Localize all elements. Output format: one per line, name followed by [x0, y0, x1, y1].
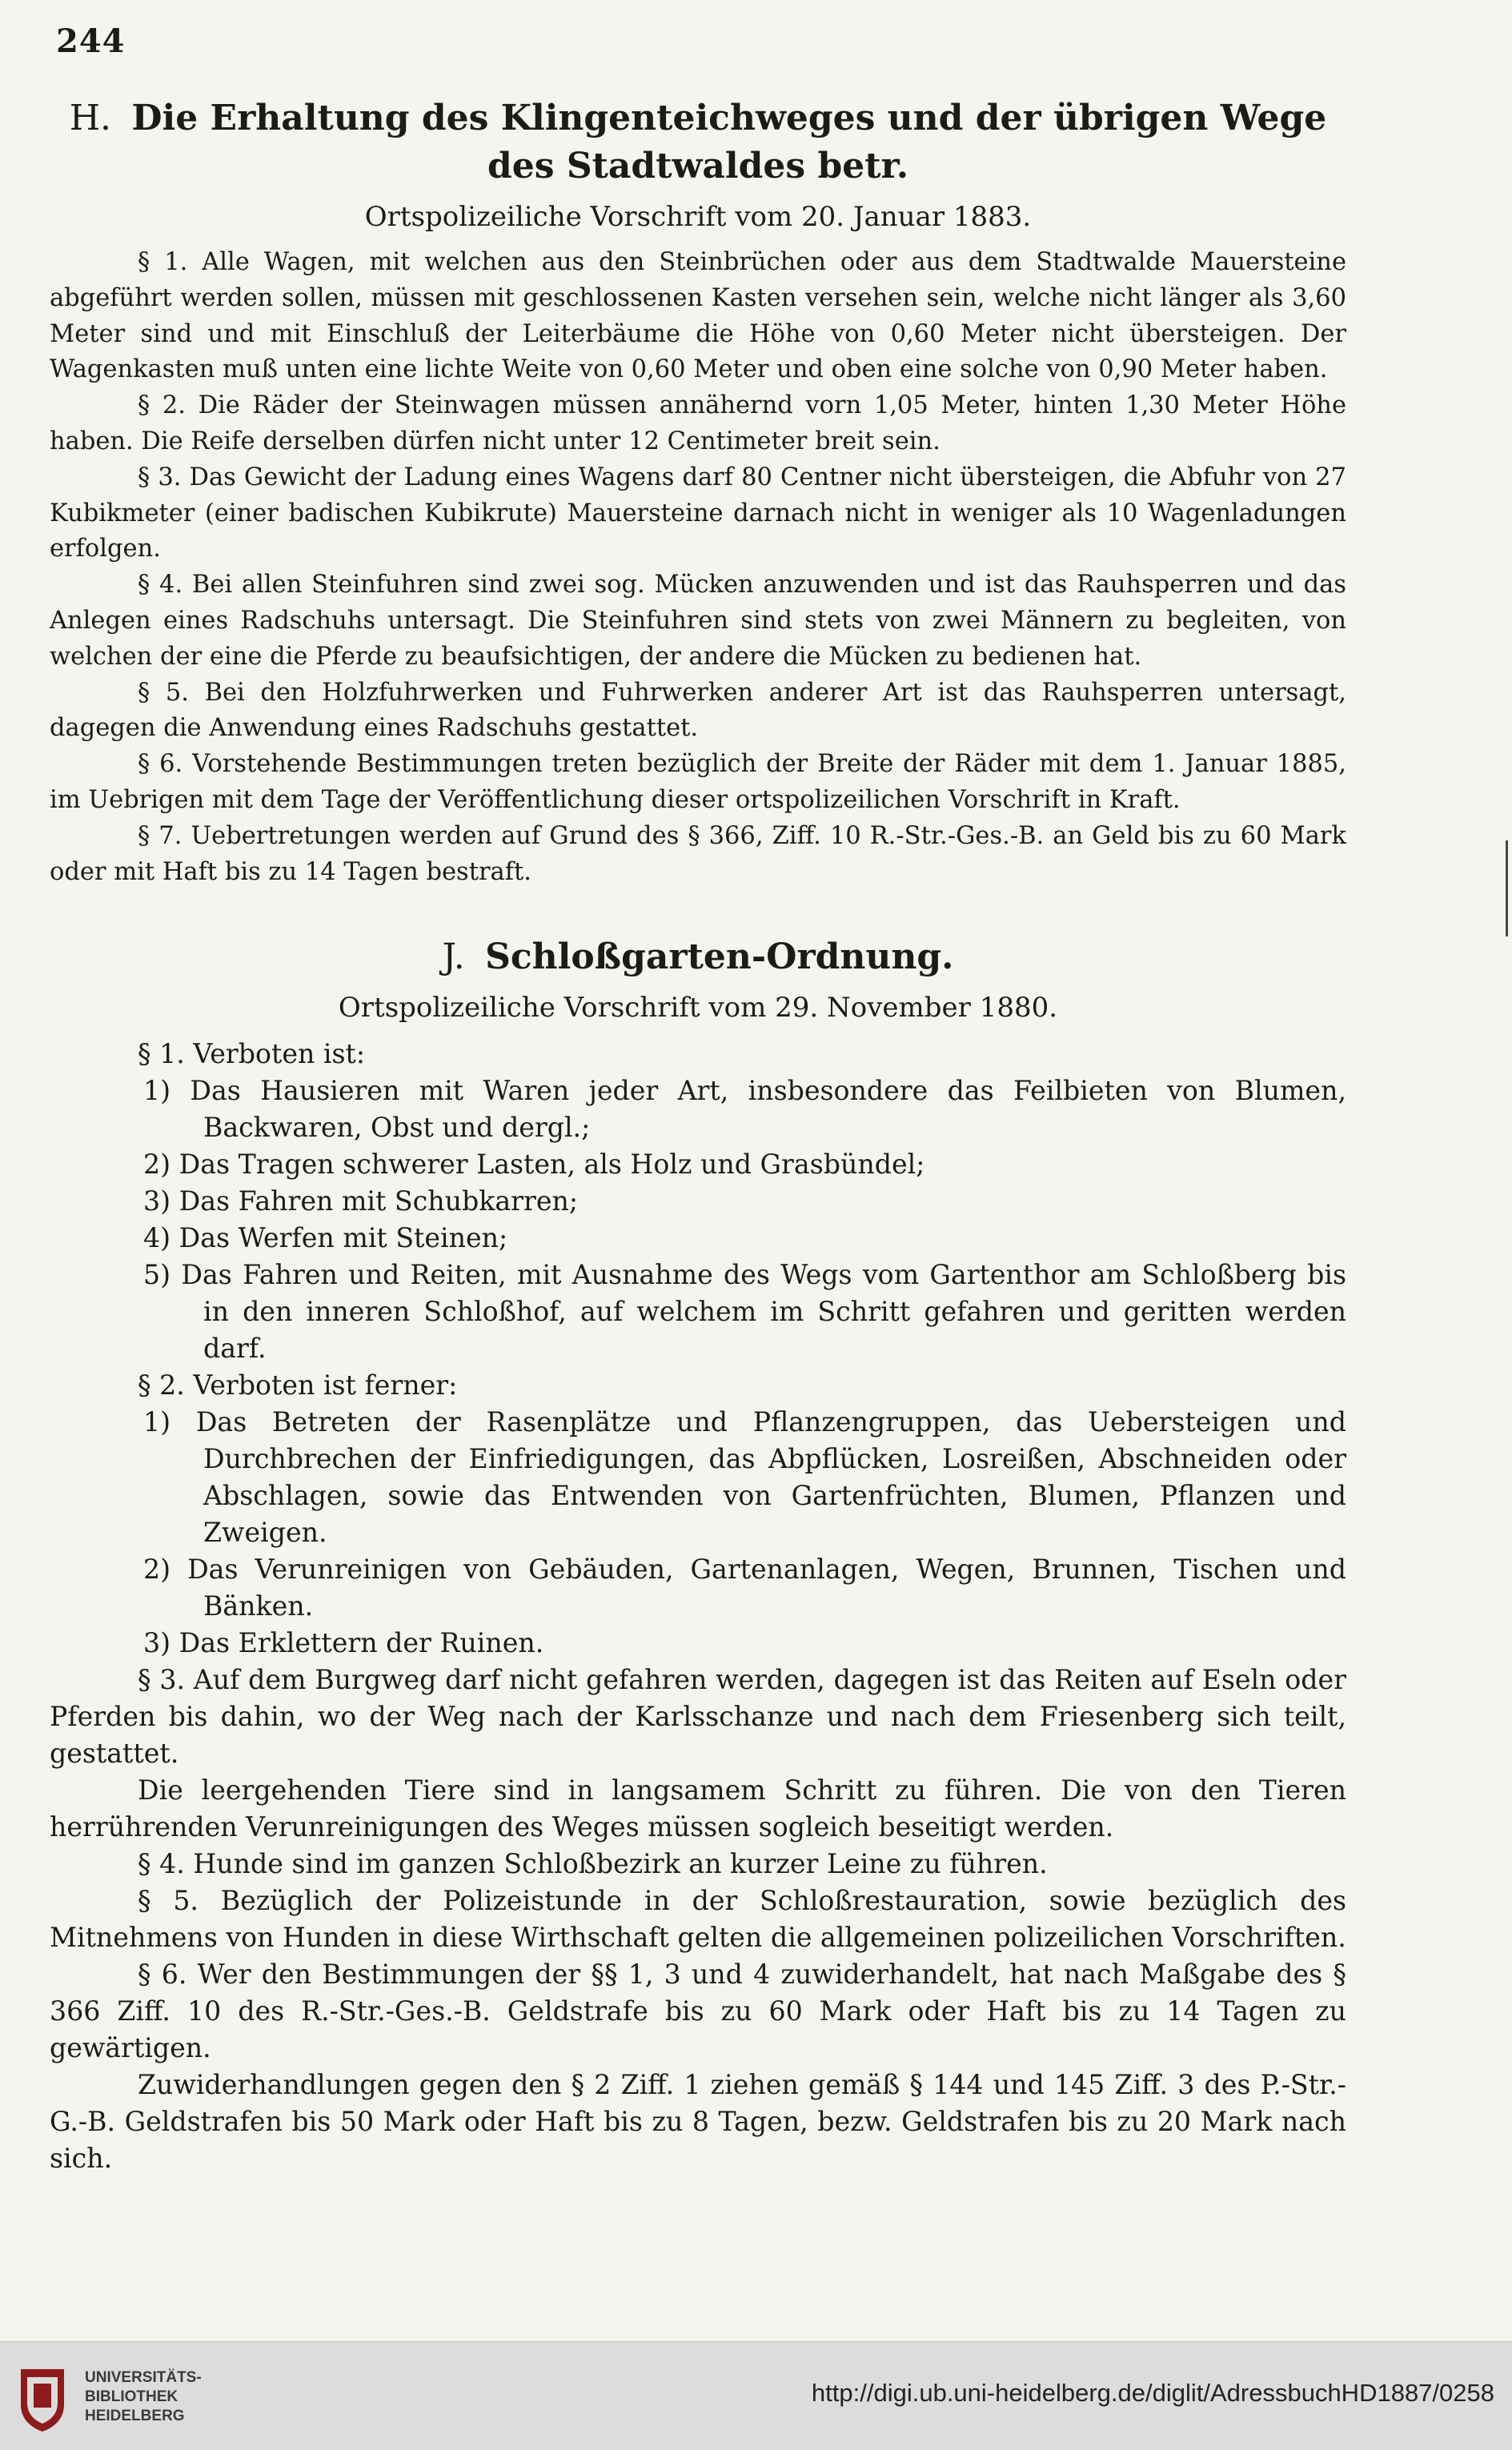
paragraph-1-head: § 1. Verboten ist: [138, 1038, 366, 1070]
list-item: 1) Das Betreten der Rasenplätze und Pflanzengruppen, das Uebersteigen und Durchbrechen der Einfriedigungen, das Abpflücken, Losreißen, Abschneiden oder Abschlagen, sowie das Entwenden von Gartenfrüchten, Blumen, Pflanzen und Zweigen. [143, 1406, 1346, 1549]
section-j [50, 933, 1346, 2177]
margin-mark [1506, 840, 1508, 936]
section-h-paragraph: § 2. Die Räder der Steinwagen müssen annähernd vorn 1,05 Meter, hinten 1,30 Meter Höhe haben. Die Reife derselben dürfen nicht unter 12 Centimeter breit sein. [50, 391, 1346, 455]
list-item: 2) Das Verunreinigen von Gebäuden, Gartenanlagen, Wegen, Brunnen, Tischen und Bänken. [143, 1554, 1346, 1622]
section-h-letter: H. [69, 98, 112, 138]
footer-bar [0, 2341, 1512, 2450]
list-item: 5) Das Fahren und Reiten, mit Ausnahme des Wegs vom Gartenthor am Schloßberg bis in den inneren Schloßhof, auf welchem im Schritt gefahren und geritten werden darf. [143, 1259, 1346, 1365]
section-h-paragraph: § 5. Bei den Holzfuhrwerken und Fuhrwerken anderer Art ist das Rauhsperren untersagt, dagegen die Anwendung eines Radschuhs gestattet. [50, 678, 1346, 743]
ub-heidelberg-logo-icon [14, 2358, 70, 2435]
section-h-paragraph: § 1. Alle Wagen, mit welchen aus den Steinbrüchen oder aus dem Stadtwalde Mauersteine abgeführt werden sollen, müssen mit geschlossenen Kasten versehen sein, welche nicht länger als 3,60 Meter sind und mit Einschluß der Leiterbäume die Höhe von 0,60 Meter nicht übersteigen. Der Wagenkasten muß unten eine lichte Weite von 0,60 Meter und oben eine solche von 0,90 Meter haben. [50, 248, 1346, 384]
page-number: 244 [56, 22, 126, 60]
section-h [50, 94, 1346, 890]
section-j-paragraph: § 6. Wer den Bestimmungen der §§ 1, 3 und 4 zuwiderhandelt, hat nach Maßgabe des § 366 Ziff. 10 des R.-Str.-Ges.-B. Geldstrafe bis zu 60 Mark oder Haft bis zu 14 Tagen zu gewärtigen. [50, 1959, 1346, 2064]
list-item: 2) Das Tragen schwerer Lasten, als Holz und Grasbündel; [143, 1149, 925, 1181]
section-h-heading [50, 94, 1346, 190]
section-h-paragraph: § 4. Bei allen Steinfuhren sind zwei sog. Mücken anzuwenden und ist das Rauhsperren und das Anlegen eines Radschuhs untersagt. Die Steinfuhren sind stets von zwei Männern zu begleiten, von welchen der eine die Pferde zu beaufsichtigen, der andere die Mücken zu bedienen hat. [50, 571, 1346, 671]
section-h-paragraph: § 3. Das Gewicht der Ladung eines Wagens darf 80 Centner nicht übersteigen, die Abfuhr von 27 Kubikmeter (einer badischen Kubikrute) Mauersteine darnach nicht in weniger als 10 Wagenladungen erfolgen. [50, 463, 1346, 563]
section-j-subtitle: Ortspolizeiliche Vorschrift vom 29. November 1880. [338, 992, 1058, 1025]
list-item: 3) Das Erklettern der Ruinen. [143, 1627, 544, 1659]
library-name-line: UNIVERSITÄTS- [85, 2369, 202, 2386]
section-h-paragraph: § 7. Uebertretungen werden auf Grund des § 366, Ziff. 10 R.-Str.-Ges.-B. an Geld bis zu 60 Mark oder mit Haft bis zu 14 Tagen bestraft. [50, 821, 1346, 886]
library-name-line: BIBLIOTHEK [85, 2388, 178, 2405]
section-j-paragraph: § 4. Hunde sind im ganzen Schloßbezirk an kurzer Leine zu führen. [138, 1848, 1048, 1880]
list-item: 3) Das Fahren mit Schubkarren; [143, 1185, 579, 1217]
list-item: 1) Das Hausieren mit Waren jeder Art, insbesondere das Feilbieten von Blumen, Backwaren, Obst und dergl.; [143, 1075, 1346, 1144]
section-gap [50, 890, 1346, 928]
section-j-paragraph: § 5. Bezüglich der Polizeistunde in der Schloßrestauration, sowie bezüglich des Mitnehmens von Hunden in diese Wirthschaft gelten die allgemeinen polizeilichen Vorschriften. [50, 1885, 1346, 1954]
list-item: 4) Das Werfen mit Steinen; [143, 1222, 508, 1254]
section-h-title: Die Erhaltung des Klingenteichweges und der übrigen Wege des Stadtwaldes betr. [131, 98, 1327, 186]
source-url-link[interactable]: http://digi.ub.uni-heidelberg.de/diglit/AdressbuchHD1887/0258 [811, 2379, 1494, 2407]
paragraph-2-head: § 2. Verboten ist ferner: [138, 1369, 458, 1401]
section-j-paragraph: § 3. Auf dem Burgweg darf nicht gefahren werden, dagegen ist das Reiten auf Eseln oder Pferden bis dahin, wo der Weg nach der Karlsschanze und nach dem Friesenberg sich teilt, gestattet. [50, 1664, 1346, 1770]
section-j-paragraph: Zuwiderhandlungen gegen den § 2 Ziff. 1 ziehen gemäß § 144 und 145 Ziff. 3 des P.-Str.-G.-B. Geldstrafen bis 50 Mark oder Haft bis zu 8 Tagen, bezw. Geldstrafen bis zu 20 Mark nach sich. [50, 2069, 1346, 2175]
page-content [50, 94, 1346, 2177]
section-h-paragraph: § 6. Vorstehende Bestimmungen treten bezüglich der Breite der Räder mit dem 1. Januar 1885, im Uebrigen mit dem Tage der Veröffentlichung dieser ortspolizeilichen Vorschrift in Kraft. [50, 750, 1346, 814]
library-name-line: HEIDELBERG [85, 2408, 185, 2424]
section-j-title: Schloßgarten-Ordnung. [485, 936, 954, 978]
library-name [85, 2368, 202, 2426]
section-j-paragraph: Die leergehenden Tiere sind in langsamem Schritt zu führen. Die von den Tieren herrührenden Verunreinigungen des Weges müssen sogleich beseitigt werden. [50, 1774, 1346, 1843]
section-j-letter: J. [442, 936, 465, 978]
section-j-heading [50, 933, 1346, 981]
section-h-subtitle: Ortspolizeiliche Vorschrift vom 20. Januar 1883. [364, 201, 1032, 233]
